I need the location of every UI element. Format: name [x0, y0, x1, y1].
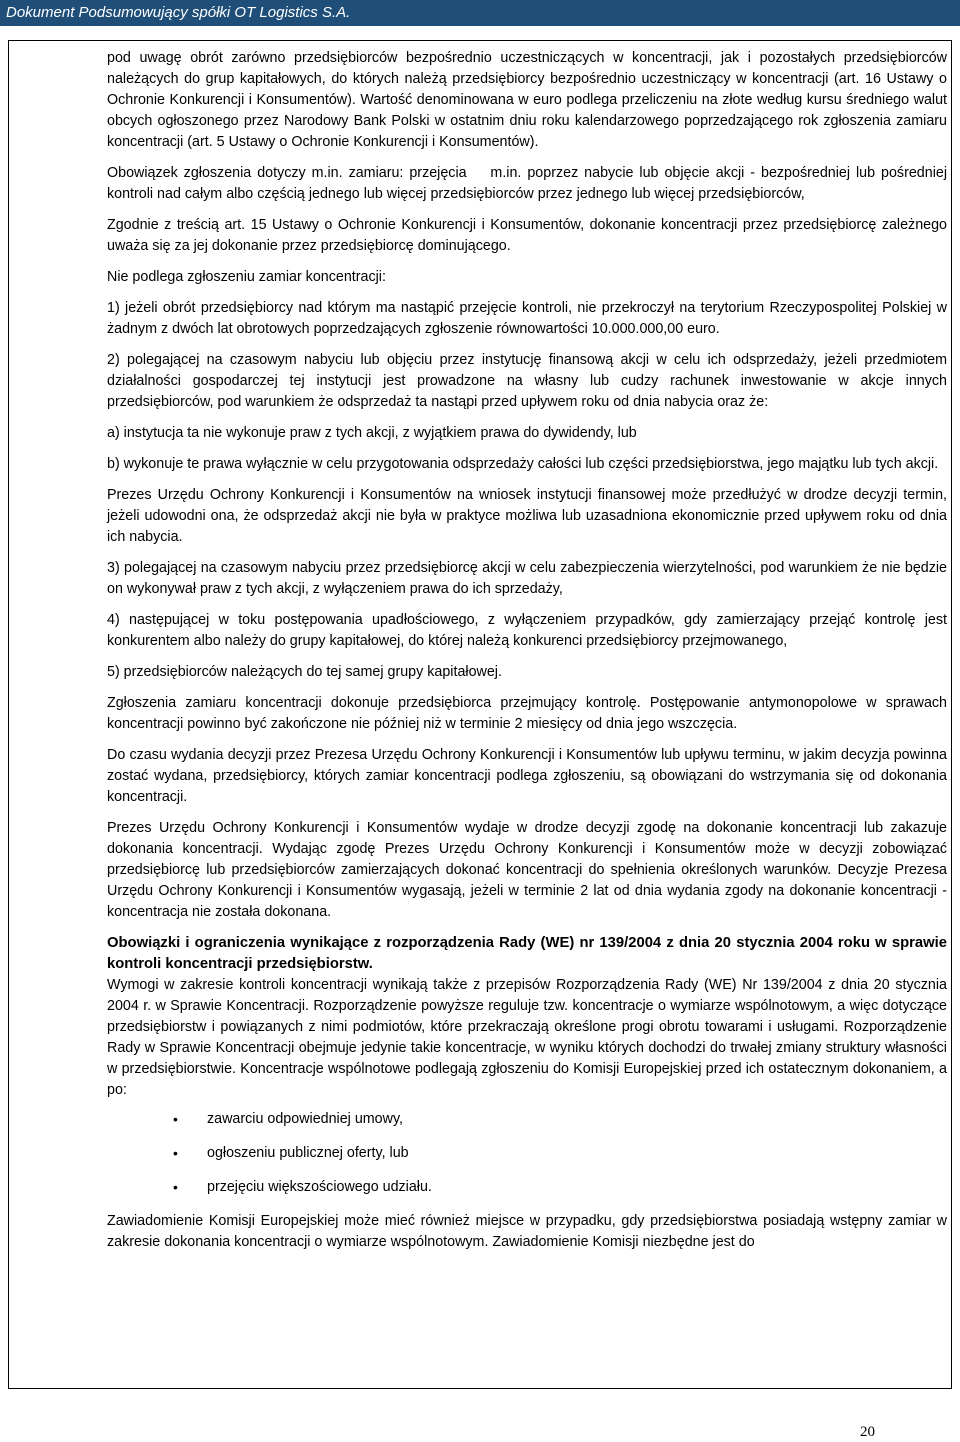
- paragraph-decision: Prezes Urzędu Ochrony Konkurencji i Konsumentów wydaje w drodze decyzji zgodę na dokonanie koncentracji lub zakazuje dokonania koncentracji. Wydając zgodę Prezes Urzędu Ochrony Konkurencji i Konsumentów może w decyzji zobowiązać przedsiębiorcę lub przedsiębiorców zamierzających dokonać koncentracji do spełnienia określonych warunków. Decyzje Prezesa Urzędu Ochrony Konkurencji i Konsumentów wygasają, jeżeli w terminie 2 lat od dnia wydania zgody na dokonanie koncentracji - koncentracja nie została dokonana.: [107, 820, 947, 920]
- paragraph-closing: Zawiadomienie Komisji Europejskiej może mieć również miejsce w przypadku, gdy przedsiębiorstwa posiadają wstępny zamiar w zakresie dokonania koncentracji o wymiarze wspólnotowym. Zawiadomienie Komisji niezbędne jest do: [107, 1213, 947, 1250]
- list-item-text: zawarciu odpowiedniej umowy,: [207, 1111, 404, 1127]
- bullet-icon: •: [173, 1145, 178, 1161]
- page-number: 20: [860, 1424, 875, 1440]
- list-item-text: przejęciu większościowego udziału.: [207, 1179, 432, 1195]
- list-item-text: ogłoszeniu publicznej oferty, lub: [207, 1145, 409, 1161]
- paragraph-exemption-4: 4) następującej w toku postępowania upadłościowego, z wyłączeniem przypadków, gdy zamierzający przejąć kontrolę jest konkurentem albo należy do grupy kapitałowej, do której należą konkurenci przedsiębiorcy przejmowanego,: [107, 612, 947, 649]
- paragraph-exemptions-intro: Nie podlega zgłoszeniu zamiar koncentracji:: [107, 269, 386, 285]
- paragraph-exemption-2: 2) polegającej na czasowym nabyciu lub objęciu przez instytucję finansową akcji w celu ich odsprzedaży, jeżeli przedmiotem działalności gospodarczej tej instytucji jest prowadzone na własny lub cudzy rachunek inwestowanie w akcje innych przedsiębiorców, pod warunkiem że odsprzedaż ta nastąpi przed upływem roku od dnia nabycia oraz że:: [107, 352, 947, 410]
- bullet-icon: •: [173, 1111, 178, 1127]
- document-body: [107, 48, 951, 1263]
- paragraph-suspension: Do czasu wydania decyzji przez Prezesa Urzędu Ochrony Konkurencji i Konsumentów lub upływu terminu, w jakim decyzja powinna zostać wydana, przedsiębiorcy, których zamiar koncentracji podlega zgłoszeniu, są obowiązani do wstrzymania się od dokonania koncentracji.: [107, 747, 947, 805]
- paragraph-exemption-3: 3) polegającej na czasowym nabyciu przez przedsiębiorcę akcji w celu zabezpieczenia wierzytelności, pod warunkiem że nie będzie on wykonywał praw z tych akcji, z wyłączeniem prawa do ich sprzedaży,: [107, 560, 947, 597]
- paragraph-turnover: pod uwagę obrót zarówno przedsiębiorców bezpośrednio uczestniczących w koncentracji, jak i pozostałych przedsiębiorców należących do grup kapitałowych, do których należą przedsiębiorcy bezpośrednio uczestniczący w koncentracji (art. 16 Ustawy o Ochronie Konkurencji i Konsumentów). Wartość denominowana w euro podlega przeliczeniu na złote według kursu średniego walut obcych ogłoszonego przez Narodowy Bank Polski w ostatnim dniu roku kalendarzowego poprzedzającego rok zgłoszenia zamiaru koncentracji (art. 5 Ustawy o Ochronie Konkurencji i Konsumentów).: [107, 50, 947, 150]
- paragraph-obligation: Obowiązek zgłoszenia dotyczy m.in. zamiaru: przejęcia m.in. poprzez nabycie lub objęcie akcji - bezpośredniej lub pośredniej kontroli nad całym albo częścią jednego lub więcej przedsiębiorców przez jednego lub więcej przedsiębiorców,: [107, 165, 951, 202]
- paragraph-exemption-1: 1) jeżeli obrót przedsiębiorcy nad którym ma nastąpić przejęcie kontroli, nie przekroczył na terytorium Rzeczypospolitej Polskiej w żadnym z dwóch lat obrotowych poprzedzających zgłoszenie równowartości 10.000.000,00 euro.: [107, 300, 947, 337]
- document-header: Dokument Podsumowujący spółki OT Logistics S.A.: [0, 0, 960, 26]
- list-item: [107, 1109, 947, 1130]
- list-item: [107, 1143, 947, 1164]
- paragraph-exemption-2b: b) wykonuje te prawa wyłącznie w celu przygotowania odsprzedaży całości lub części przedsiębiorstwa, jego majątku lub tych akcji.: [107, 456, 939, 472]
- paragraph-exemption-5: 5) przedsiębiorców należących do tej samej grupy kapitałowej.: [107, 664, 502, 680]
- list-item: [107, 1177, 947, 1198]
- paragraph-prezes-extension: Prezes Urzędu Ochrony Konkurencji i Konsumentów na wniosek instytucji finansowej może przedłużyć w drodze decyzji termin, jeżeli udowodni ona, że odsprzedaż akcji nie była w praktyce możliwa lub uzasadniona ekonomicznie przed upływem roku od dnia ich nabycia.: [107, 487, 947, 545]
- paragraph-art15: Zgodnie z treścią art. 15 Ustawy o Ochronie Konkurencji i Konsumentów, dokonanie koncentracji przez przedsiębiorcę zależnego uważa się za jej dokonanie przez przedsiębiorcę dominującego.: [107, 217, 947, 254]
- section-heading-ec-regulation: Obowiązki i ograniczenia wynikające z rozporządzenia Rady (WE) nr 139/2004 z dnia 20 stycznia 2004 roku w sprawie kontroli koncentracji przedsiębiorstw.: [107, 935, 947, 972]
- paragraph-filing: Zgłoszenia zamiaru koncentracji dokonuje przedsiębiorca przejmujący kontrolę. Postępowanie antymonopolowe w sprawach koncentracji powinno być zakończone nie później niż w terminie 2 miesięcy od dnia jego wszczęcia.: [107, 695, 947, 732]
- bullet-icon: •: [173, 1179, 178, 1195]
- paragraph-ec-regulation: Wymogi w zakresie kontroli koncentracji wynikają także z przepisów Rozporządzenia Rady (WE) Nr 139/2004 z dnia 20 stycznia 2004 r. w Sprawie Koncentracji. Rozporządzenie powyższe reguluje tzw. koncentracje o wymiarze wspólnotowym, a więc dotyczące przedsiębiorstw i powiązanych z nimi podmiotów, które przekraczają określone progi obrotu towarami i usługami. Rozporządzenie Rady w Sprawie Koncentracji obejmuje jedynie takie koncentracje, w wyniku których dochodzi do trwałej zmiany struktury własności w przedsiębiorstwie. Koncentracje wspólnotowe podlegają zgłoszeniu do Komisji Europejskiej przed ich ostatecznym dokonaniem, a po:: [107, 977, 947, 1098]
- bullet-list: [107, 1109, 947, 1198]
- paragraph-exemption-2a: a) instytucja ta nie wykonuje praw z tych akcji, z wyjątkiem prawa do dywidendy, lub: [107, 425, 637, 441]
